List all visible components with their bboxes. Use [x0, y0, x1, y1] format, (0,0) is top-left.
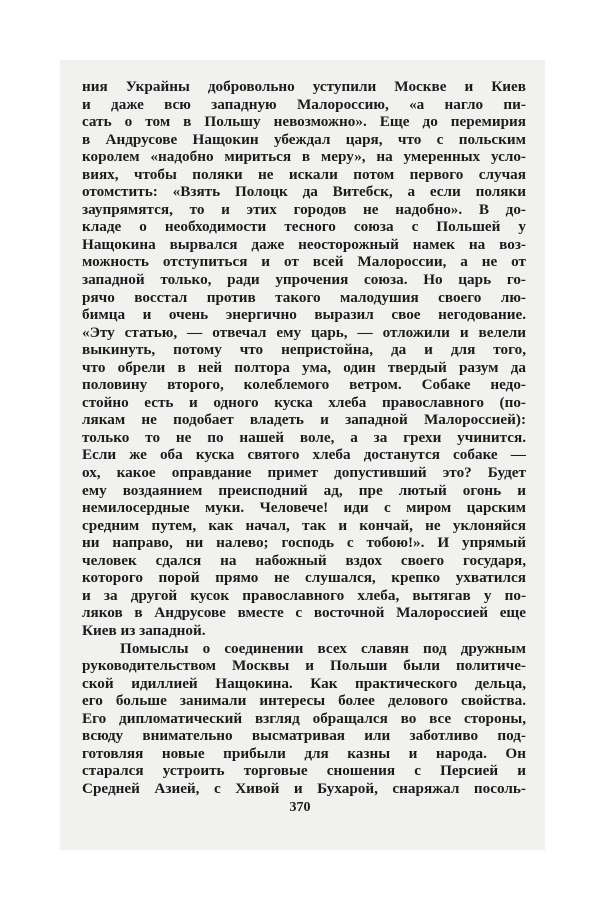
text-line: лякам не подобает владеть и западной Малороссией):	[82, 411, 526, 429]
text-line: ох, какое оправдание примет допустивший это? Будет	[82, 464, 526, 482]
text-line: Если же оба куска святого хлеба достанутся собаке —	[82, 446, 526, 464]
text-line: человек сдался на набожный вздох своего государя,	[82, 551, 526, 569]
text-line: только то не по нашей воле, а за грехи учинится.	[82, 428, 526, 446]
text-line: виях, чтобы поляки не искали потом первого случая	[82, 165, 526, 183]
text-line: и даже всю западную Малороссию, «а нагло пи-	[82, 95, 526, 113]
text-line: Помыслы о соединении всех славян под дружным	[120, 639, 526, 657]
text-line: ляков в Андрусове вместе с восточной Малороссией еще	[82, 604, 526, 622]
text-line: бимца и очень энергично выразил свое негодование.	[82, 306, 526, 324]
text-line: половину второго, колеблемого ветром. Собаке недо-	[82, 376, 526, 394]
page-number: 370	[289, 800, 311, 815]
text-line: кладе о необходимости тесного союза с Польшей у	[82, 218, 526, 236]
text-line: западной только, ради упрочения союза. Но царь го-	[82, 271, 526, 289]
text-line: старался устроить торговые сношения с Персией и	[82, 762, 526, 780]
text-line: выкинуть, потому что непристойна, да и для того,	[82, 341, 526, 359]
page-body-text	[82, 78, 526, 797]
text-line: Средней Азией, с Хивой и Бухарой, снаряжал посоль-	[82, 779, 526, 797]
text-line: немилосердные муки. Человече! иди с миром царским	[82, 499, 526, 517]
text-line: можность отступиться и от всей Малороссии, а не от	[82, 253, 526, 271]
text-line: Нащокина вырвался даже неосторожный намек на воз-	[82, 235, 526, 253]
text-line: средним путем, как начал, так и кончай, не уклоняйся	[82, 516, 526, 534]
text-line: отомстить: «Взять Полоцк да Витебск, а если поляки	[82, 183, 526, 201]
text-line: его больше занимали интересы более делового свойства.	[82, 692, 526, 710]
text-line: готовляя новые прибыли для казны и народа. Он	[82, 744, 526, 762]
text-line: заупрямятся, то и этих городов не надобно». В до-	[82, 200, 526, 218]
text-line: что обрели в ней полтора ума, один твердый разум да	[82, 358, 526, 376]
text-line: ему воздаянием преисподний ад, пре лютый огонь и	[82, 481, 526, 499]
text-line: ни направо, ни налево; господь с тобою!». И упрямый	[82, 534, 526, 552]
text-line: рячо восстал против такого малодушия своего лю-	[82, 288, 526, 306]
text-line: всюду внимательно высматривая или заботливо под-	[82, 727, 526, 745]
text-line: ской идиллией Нащокина. Как практического дельца,	[82, 674, 526, 692]
text-line: ния Украйны добровольно уступили Москве и Киев	[82, 78, 526, 95]
text-line: стойно есть и одного куска хлеба православного (по-	[82, 393, 526, 411]
text-line: и за другой кусок православного хлеба, вытягав у по-	[82, 586, 526, 604]
text-line: Киев из западной.	[82, 621, 206, 639]
text-line: руководительством Москвы и Польши были политиче-	[82, 657, 526, 675]
text-line: Его дипломатический взгляд обращался во все стороны,	[82, 709, 526, 727]
text-line: которого порой прямо не слушался, крепко ухватился	[82, 569, 526, 587]
text-line: в Андрусове Нащокин убеждал царя, что с польским	[82, 130, 526, 148]
text-line: «Эту статью, — отвечал ему царь, — отложили и велели	[82, 323, 526, 341]
text-line: сать о том в Польшу невозможно». Еще до перемирия	[82, 113, 526, 131]
text-line: королем «надобно мириться в меру», на умеренных усло-	[82, 148, 526, 166]
